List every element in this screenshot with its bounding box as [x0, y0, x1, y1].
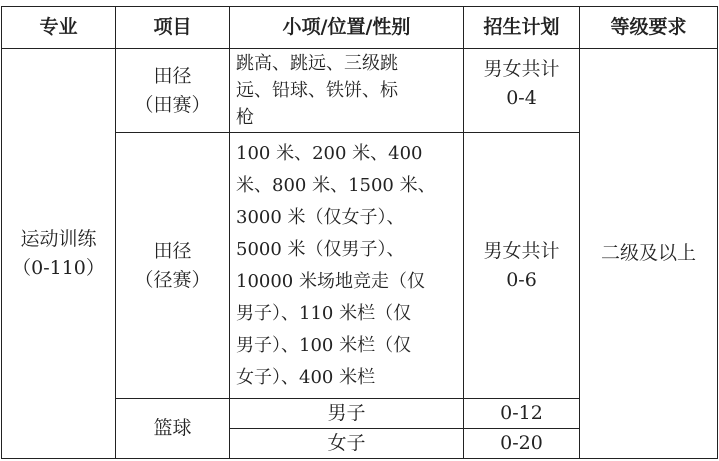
plan-basketball-women: 0-20 [464, 429, 580, 459]
items-track-line: 女子）、400 米栏 [236, 366, 376, 388]
major-cell [2, 49, 116, 459]
header-project: 项目 [116, 7, 230, 49]
major-range: （0-110） [12, 256, 105, 279]
project-track-cell [116, 133, 230, 399]
items-field-line: 远、铅球、铁饼、标 [236, 80, 398, 101]
header-plan: 招生计划 [464, 7, 580, 49]
header-major: 专业 [2, 7, 116, 49]
plan-field-cell [464, 49, 580, 133]
plan-track-cell [464, 133, 580, 399]
items-track-line: 100 米、200 米、400 [236, 142, 423, 164]
project-field-line1: 田径 [153, 64, 192, 87]
items-track-cell [230, 133, 464, 399]
item-basketball-men: 男子 [230, 399, 464, 429]
items-field-line: 枪 [236, 107, 254, 128]
items-track-line: 米、800 米、1500 米、 [236, 174, 436, 196]
project-field-cell [116, 49, 230, 133]
plan-track-line2: 0-6 [506, 268, 537, 291]
project-track-line2: （径赛） [134, 268, 211, 291]
items-field-cell [230, 49, 464, 133]
project-field-line2: （田赛） [134, 93, 211, 116]
level-requirement-cell: 二级及以上 [580, 49, 718, 459]
header-row [2, 7, 718, 49]
items-track-line: 10000 米场地竞走（仅 [236, 270, 425, 292]
admissions-table [1, 6, 718, 459]
items-field-line: 跳高、跳远、三级跳 [236, 53, 398, 74]
items-track-line: 男子）、100 米栏（仅 [236, 334, 412, 356]
header-level: 等级要求 [580, 7, 718, 49]
plan-field-line1: 男女共计 [483, 58, 560, 80]
items-track-line: 3000 米（仅女子）、 [236, 206, 405, 228]
plan-field-line2: 0-4 [506, 87, 537, 109]
header-item: 小项/位置/性别 [230, 7, 464, 49]
item-basketball-women: 女子 [230, 429, 464, 459]
items-track-line: 男子）、110 米栏（仅 [236, 302, 412, 324]
table-row-field-events [2, 49, 718, 133]
project-track-line1: 田径 [153, 239, 192, 262]
plan-track-line1: 男女共计 [483, 239, 560, 262]
plan-basketball-men: 0-12 [464, 399, 580, 429]
project-basketball-cell: 篮球 [116, 399, 230, 459]
major-name: 运动训练 [20, 227, 97, 250]
items-track-line: 5000 米（仅男子）、 [236, 238, 405, 260]
